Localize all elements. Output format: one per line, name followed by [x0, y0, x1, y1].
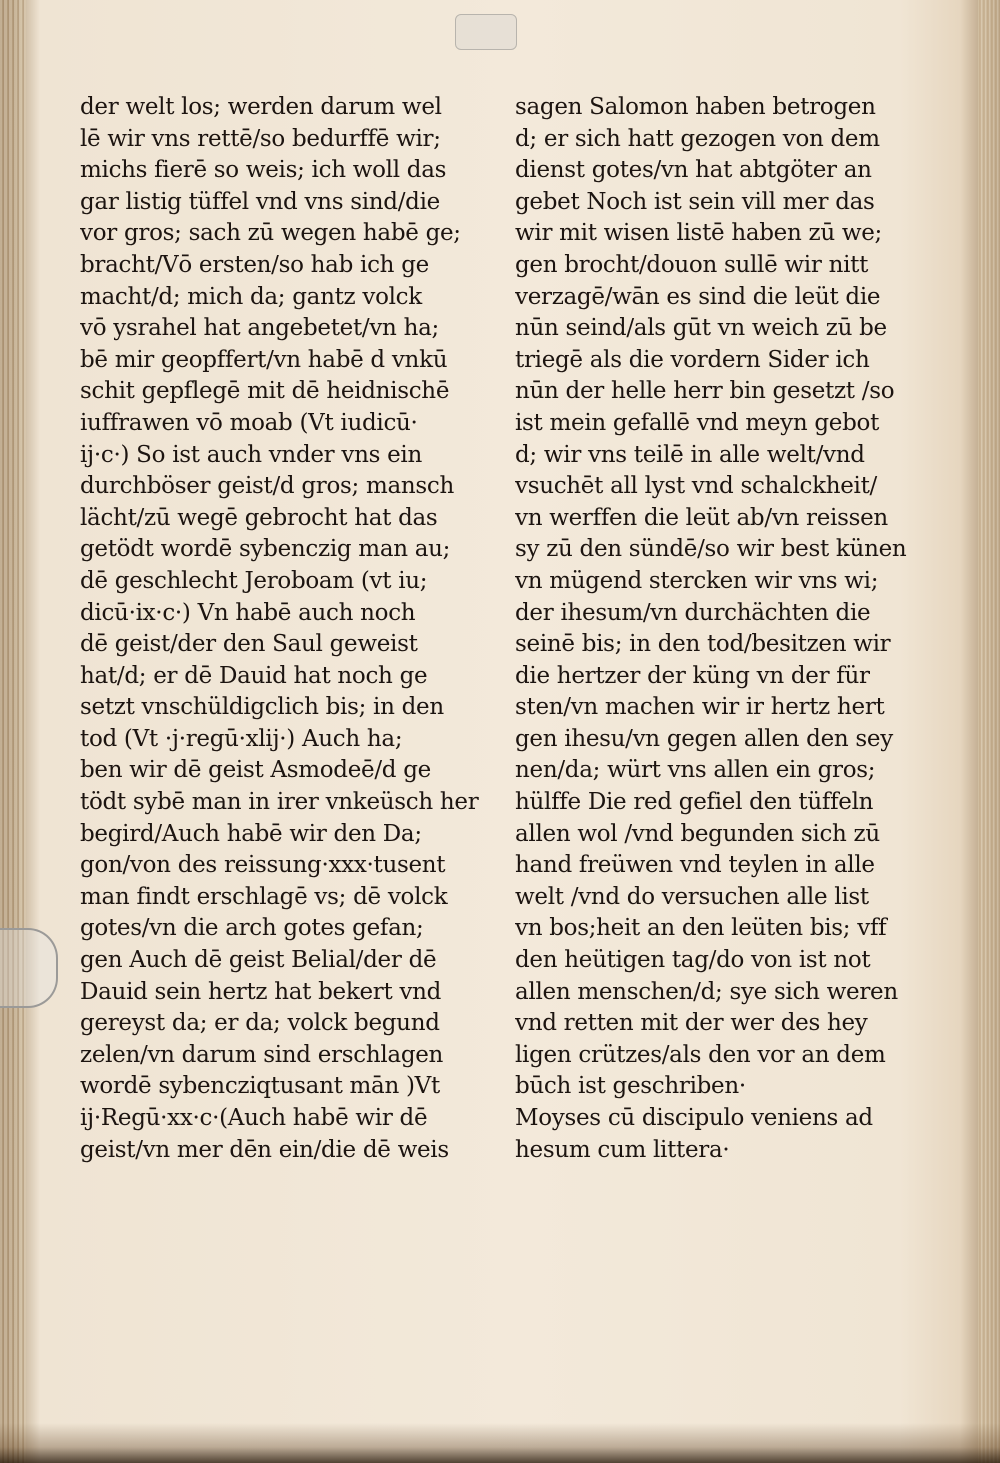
text-line: verzagē/wān es sind die leüt die	[515, 283, 881, 310]
text-line: tödt sybē man in irer vnkeüsch her	[80, 789, 479, 816]
text-line: nūn seind/als gūt vn weich zū be	[515, 315, 887, 342]
text-line: vor gros; sach zū wegen habē ge;	[80, 220, 461, 247]
text-line: die hertzer der küng vn der für	[515, 662, 870, 689]
text-line: dicū·ix·c·) Vn habē auch noch	[80, 599, 416, 626]
text-line: welt /vnd do versuchen alle list	[515, 883, 869, 910]
text-line: sten/vn machen wir ir hertz hert	[515, 694, 885, 721]
text-line: michs fierē so weis; ich woll das	[80, 157, 447, 184]
text-line: setzt vnschüldigclich bis; in den	[80, 694, 444, 721]
text-line: macht/d; mich da; gantz volck	[80, 283, 422, 310]
top-paper-tab	[455, 14, 517, 50]
bottom-shadow	[0, 1423, 1000, 1463]
text-line: wordē sybencziqtusant mān )Vt	[80, 1073, 440, 1100]
text-line: man findt erschlagē vs; dē volck	[80, 883, 448, 910]
text-line: gebet Noch ist sein vill mer das	[515, 188, 875, 215]
text-line: vō ysrahel hat angebetet/vn ha;	[80, 315, 439, 342]
text-line: bē mir geopffert/vn habē d vnkū	[80, 346, 448, 373]
left-page-edges	[0, 0, 26, 1463]
text-line: durchböser geist/d gros; mansch	[80, 473, 454, 500]
text-line: ist mein gefallē vnd meyn gebot	[515, 409, 880, 436]
text-line: sy zū den sündē/so wir best künen	[515, 536, 907, 563]
text-line: ij·c·) So ist auch vnder vns ein	[80, 441, 422, 468]
text-line: vnd retten mit der wer des hey	[515, 1010, 868, 1037]
text-line: lē wir vns rettē/so bedurffē wir;	[80, 125, 441, 152]
text-line: hand freüwen vnd teylen in alle	[515, 852, 875, 879]
text-line: tod (Vt ·j·regū·xlij·) Auch ha;	[80, 725, 403, 752]
text-line: ligen crützes/als den vor an dem	[515, 1041, 886, 1068]
text-line: seinē bis; in den tod/besitzen wir	[515, 631, 891, 658]
text-line: dienst gotes/vn hat abtgöter an	[515, 157, 872, 184]
text-line: hat/d; er dē Dauid hat noch ge	[80, 662, 428, 689]
text-line: gon/von des reissung·xxx·tusent	[80, 852, 446, 879]
text-line: d; er sich hatt gezogen von dem	[515, 125, 880, 152]
text-line: bracht/Vō ersten/so hab ich ge	[80, 251, 429, 278]
text-line: der welt los; werden darum wel	[80, 94, 442, 120]
text-line: lächt/zū wegē gebrocht hat das	[80, 504, 438, 531]
text-line: getödt wordē sybenczig man au;	[80, 536, 451, 563]
text-line: wir mit wisen listē haben zū we;	[515, 220, 883, 247]
text-line: hesum cum littera·	[515, 1136, 730, 1163]
right-page-edges	[978, 0, 1000, 1463]
text-line: nūn der helle herr bin gesetzt /so	[515, 378, 895, 405]
text-line: gotes/vn die arch gotes gefan;	[80, 915, 424, 942]
text-line: den heütigen tag/do von ist not	[515, 947, 871, 974]
text-line: gar listig tüffel vnd vns sind/die	[80, 188, 440, 215]
page-clip	[0, 928, 58, 1008]
text-line: allen menschen/d; sye sich weren	[515, 978, 898, 1005]
text-line: dē geist/der den Saul geweist	[80, 631, 418, 658]
text-line: Moyses cū discipulo veniens ad	[515, 1105, 873, 1131]
text-line: nen/da; würt vns allen ein gros;	[515, 757, 876, 784]
text-line: hülffe Die red gefiel den tüffeln	[515, 789, 874, 816]
text-line: d; wir vns teilē in alle welt/vnd	[515, 441, 865, 468]
text-line: ben wir dē geist Asmodeē/d ge	[80, 757, 431, 784]
text-line: schit gepflegē mit dē heidnischē	[80, 378, 450, 405]
text-line: Dauid sein hertz hat bekert vnd	[80, 978, 442, 1005]
left-text-column	[80, 92, 480, 1166]
text-line: begird/Auch habē wir den Da;	[80, 820, 422, 847]
right-text-column	[515, 92, 915, 1166]
text-line: iuffrawen vō moab (Vt iudicū·	[80, 409, 418, 436]
text-line: vn mügend stercken wir vns wi;	[515, 567, 879, 594]
text-line: gen brocht/douon sullē wir nitt	[515, 251, 869, 278]
text-line: sagen Salomon haben betrogen	[515, 94, 876, 120]
text-line: ij·Regū·xx·c·(Auch habē wir dē	[80, 1105, 428, 1131]
text-line: triegē als die vordern Sider ich	[515, 346, 870, 373]
text-line: vn bos;heit an den leüten bis; vff	[515, 915, 887, 942]
text-line: vn werffen die leüt ab/vn reissen	[515, 504, 888, 531]
text-line: gen ihesu/vn gegen allen den sey	[515, 725, 893, 752]
text-line: gen Auch dē geist Belial/der dē	[80, 947, 437, 974]
text-line: der ihesum/vn durchächten die	[515, 599, 871, 626]
text-line: vsuchēt all lyst vnd schalckheit/	[515, 473, 878, 500]
text-line: zelen/vn darum sind erschlagen	[80, 1041, 444, 1068]
text-line: gereyst da; er da; volck begund	[80, 1010, 440, 1037]
text-line: geist/vn mer dēn ein/die dē weis	[80, 1136, 449, 1163]
text-line: dē geschlecht Jeroboam (vt iu;	[80, 567, 428, 594]
text-line: allen wol /vnd begunden sich zū	[515, 820, 880, 847]
text-line: būch ist geschriben·	[515, 1073, 746, 1100]
